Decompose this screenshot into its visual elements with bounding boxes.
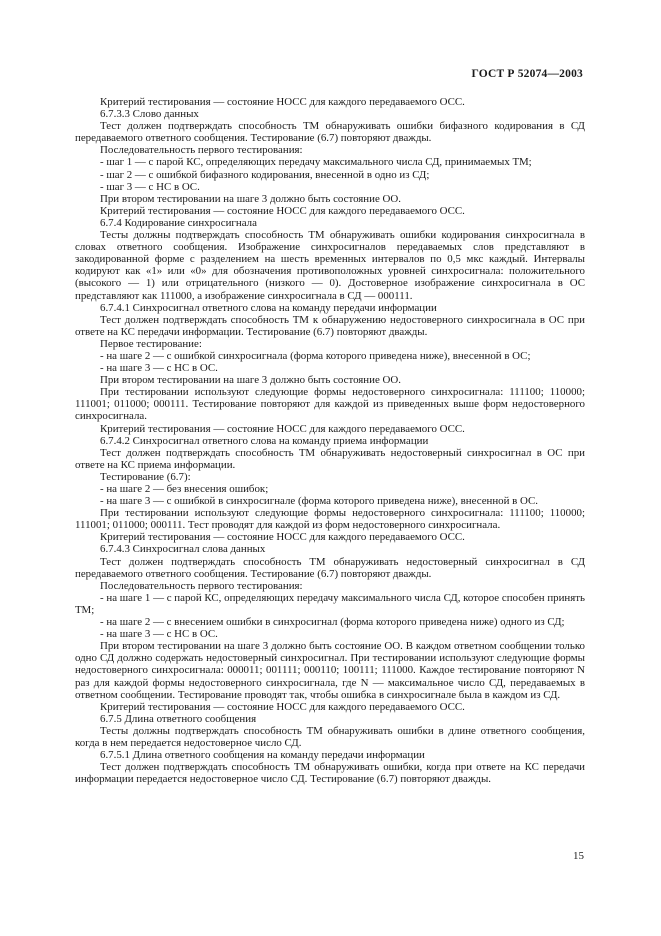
list-item: - на шаге 3 — с ошибкой в синхросигнале (форма которого приведена ниже), внесенной в ОС. bbox=[100, 495, 539, 508]
paragraph: Последовательность первого тестирования: bbox=[100, 579, 303, 592]
paragraph: Тесты должны подтверждать способность ТМ обнаруживать ошибки в длине ответного сообщения, когда в нем передается недостоверное число СД. bbox=[75, 724, 585, 749]
paragraph: Тест должен подтверждать способность ТМ обнаруживать ошибки, когда при ответе на КС передачи информации передается недостоверное число СД. Тестирование (6.7) повторяют дважды. bbox=[75, 761, 585, 786]
paragraph: Тест должен подтверждать способность ТМ обнаруживать недостоверный синхросигнал в СД передаваемого ответного сообщения. Тестирование (6.7) повторяют дважды. bbox=[75, 555, 585, 580]
section-heading: 6.7.4.1 Синхросигнал ответного слова на команду передачи информации bbox=[100, 301, 437, 314]
list-item: - шаг 3 — с НС в ОС. bbox=[100, 180, 200, 193]
paragraph: Тест должен подтверждать способность ТМ к обнаружению недостоверного синхросигнала в ОС при ответе на КС передачи информации. Тестирование (6.7) повторяют дважды. bbox=[75, 313, 585, 338]
document-header: ГОСТ Р 52074—2003 bbox=[471, 68, 583, 80]
paragraph: При втором тестировании на шаге 3 должно быть состояние ОО. bbox=[100, 374, 401, 387]
paragraph: Тестирование (6.7): bbox=[100, 470, 191, 483]
section-heading: 6.7.4.3 Синхросигнал слова данных bbox=[100, 543, 266, 556]
section-heading: 6.7.5 Длина ответного сообщения bbox=[100, 712, 257, 725]
section-heading: 6.7.5.1 Длина ответного сообщения на команду передачи информации bbox=[100, 749, 425, 762]
list-item: - на шаге 3 — с НС в ОС. bbox=[100, 362, 218, 375]
page-number: 15 bbox=[573, 850, 584, 862]
section-heading: 6.7.4.2 Синхросигнал ответного слова на команду приема информации bbox=[100, 434, 429, 447]
paragraph: Критерий тестирования — состояние НОСС для каждого передаваемого ОСС. bbox=[100, 204, 465, 217]
list-item: - на шаге 1 — с парой КС, определяющих передачу максимального числа СД, которое способен принять ТМ; bbox=[75, 591, 585, 616]
paragraph: При втором тестировании на шаге 3 должно быть состояние ОО. bbox=[100, 192, 401, 205]
paragraph: Последовательность первого тестирования: bbox=[100, 144, 303, 157]
paragraph: При тестировании используют следующие формы недостоверного синхросигнала: 111100; 110000; 111001; 011000; 000111. Тестирование повторяют для каждой из приведенных выше форм недостоверного синхросигнала. bbox=[75, 386, 585, 423]
list-item: - на шаге 2 — с ошибкой синхросигнала (форма которого приведена ниже), внесенной в ОС; bbox=[100, 349, 531, 362]
paragraph: Критерий тестирования — состояние НОСС для каждого передаваемого ОСС. bbox=[100, 700, 465, 713]
list-item: - на шаге 3 — с НС в ОС. bbox=[100, 628, 218, 641]
paragraph: Критерий тестирования — состояние НОСС для каждого передаваемого ОСС. bbox=[100, 422, 465, 435]
list-item: - шаг 2 — с ошибкой бифазного кодирования, внесенной в одно из СД; bbox=[100, 168, 430, 181]
paragraph: Тест должен подтверждать способность ТМ обнаруживать ошибки бифазного кодирования в СД передаваемого ответного сообщения. Тестирование (6.7) повторяют дважды. bbox=[75, 120, 585, 145]
paragraph: Тест должен подтверждать способность ТМ обнаруживать недостоверный синхросигнал в ОС при ответе на КС приема информации. bbox=[75, 446, 585, 471]
paragraph: Первое тестирование: bbox=[100, 337, 202, 350]
list-item: - на шаге 2 — с внесением ошибки в синхросигнал (форма которого приведена ниже) одного из СД; bbox=[100, 616, 565, 629]
paragraph: Критерий тестирования — состояние НОСС для каждого передаваемого ОСС. bbox=[100, 531, 465, 544]
paragraph: При тестировании используют следующие формы недостоверного синхросигнала: 111100; 110000; 111001; 011000; 000111. Тест проводят для каждой из форм недостоверного синхросигнала. bbox=[75, 507, 585, 532]
document-body bbox=[75, 96, 585, 785]
list-item: - на шаге 2 — без внесения ошибок; bbox=[100, 483, 269, 495]
list-item: - шаг 1 — с парой КС, определяющих передачу максимального числа СД, принимаемых ТМ; bbox=[100, 156, 532, 169]
paragraph: Критерий тестирования — состояние НОСС для каждого передаваемого ОСС. bbox=[100, 96, 465, 108]
section-heading: 6.7.4 Кодирование синхросигнала bbox=[100, 216, 257, 229]
paragraph: Тесты должны подтверждать способность ТМ обнаруживать ошибки кодирования синхросигнала в словах ответного сообщения. Изображение синхросигналов передаваемых слов представляют в закодированной форме с разделением на шесть временных интервалов по 0,5 мкс каждый. Интервалы кодируют как «1» или «0» для обозначения противоположных уровней синхросигнала: положительного (высокого — 1) или отрицательного (низкого — 0). Достоверное изображение синхросигнала в ОС представляют как 111000, а изображение синхросигнала в СД — 000111. bbox=[75, 229, 585, 302]
section-heading: 6.7.3.3 Слово данных bbox=[100, 108, 199, 121]
paragraph: При втором тестировании на шаге 3 должно быть состояние ОО. В каждом ответном сообщении только одно СД должно содержать недостоверный синхросигнал. При тестировании используют следующие формы недостоверного синхросигнала: 000011; 001111; 000110; 100111; 111000. Каждое тестирование повторяют N раз для каждой формы недостоверного синхросигнала, где N — максимальное число СД, передаваемых в ответном сообщении. Тестирование проводят так, чтобы ошибка в синхросигнале была в каждом из СД. bbox=[75, 640, 585, 701]
